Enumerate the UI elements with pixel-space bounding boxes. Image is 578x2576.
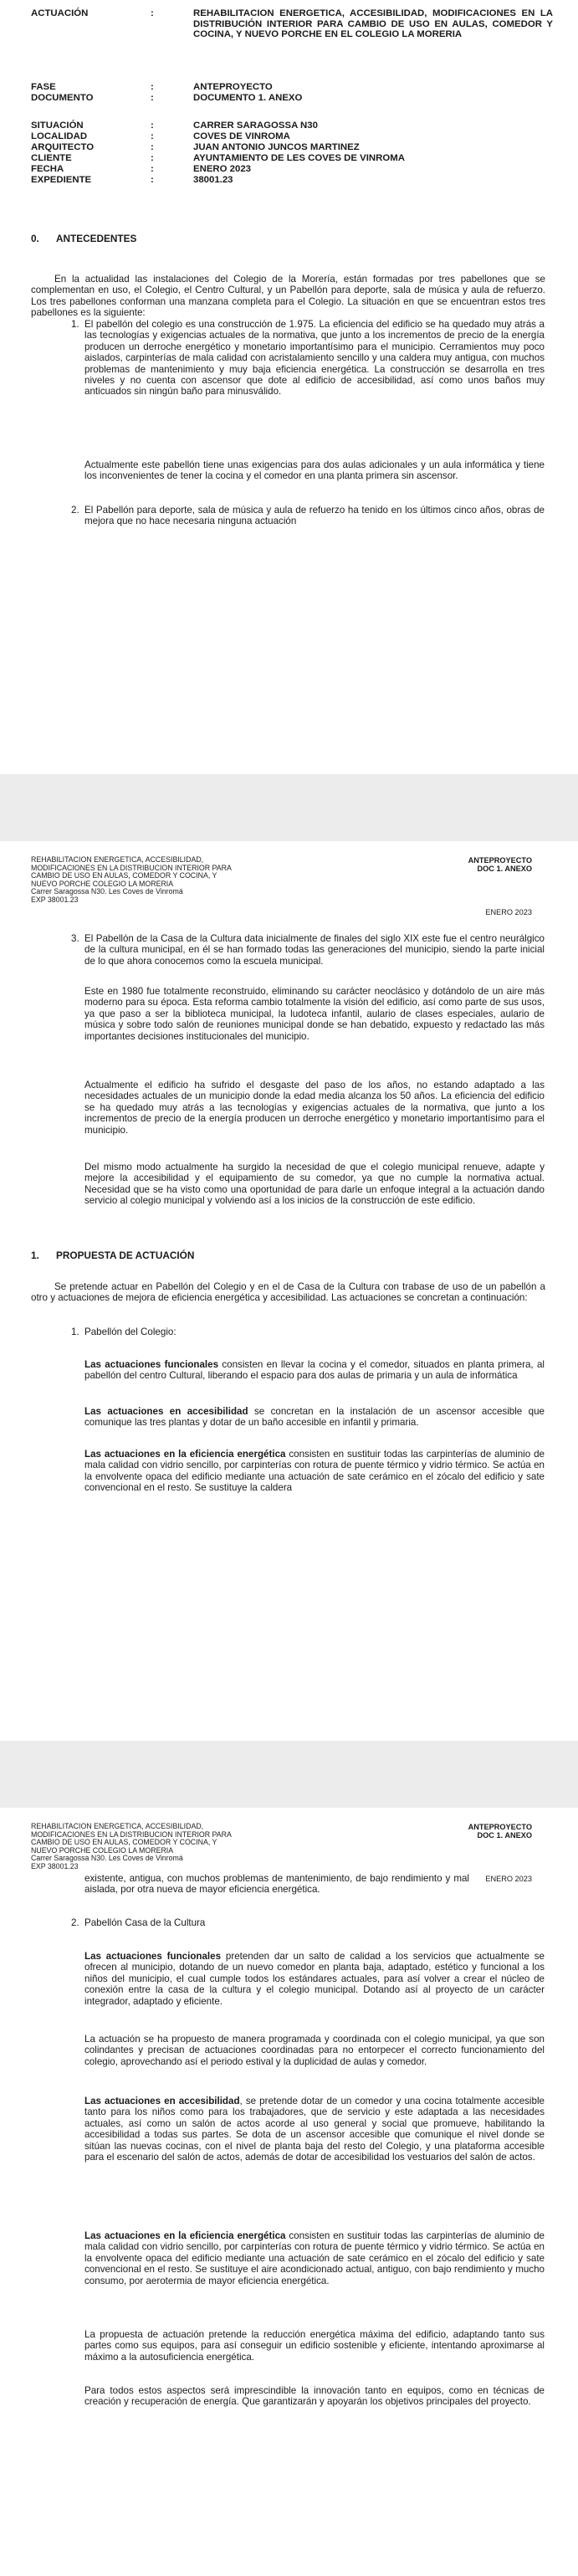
cultura-actuaciones-accesibilidad (84, 2096, 545, 2163)
meta-row-localidad (31, 131, 533, 142)
bold-lead: Las actuaciones en la eficiencia energética (84, 1449, 286, 1460)
section-heading-antecedentes (31, 233, 282, 244)
meta-value: COVES DE VINROMA (193, 131, 290, 141)
section-number: 0. (31, 233, 39, 244)
running-header-line: REHABILITACION ENERGETICA, ACCESIBILIDAD, (31, 1822, 204, 1830)
meta-separator: : (151, 93, 154, 103)
antecedentes-item-3-para-4: Del mismo modo actualmente ha surgido la necesidad de que el colegio municipal renueve, adapte y mejore la accesibilidad y el equipamiento de su comedor, ya que no cumple la normativa actual. Necesidad que se ha visto como una oportunidad de para darle un enfoque integral a la actuación dando servicio al colegio municipal y volviendo así a los inicios de la construcción de este edificio. (84, 1162, 545, 1207)
meta-key: LOCALIDAD (31, 131, 88, 141)
running-header-right (468, 1823, 532, 1840)
meta-value: 38001.23 (193, 175, 233, 185)
meta-key: FECHA (31, 164, 64, 174)
bold-lead: Las actuaciones funcionales (84, 1359, 219, 1370)
cultura-actuaciones-funcionales (84, 1951, 545, 2007)
cultura-final-para-1: La propuesta de actuación pretende la reducción energética máxima del edificio, adaptando tanto sus partes como sus equipos, para así conseguir un edificio sostenible y eficiente, intentando aproximarse al máximo a la autosuficiencia energética. (84, 2329, 545, 2363)
meta-row-fecha (31, 164, 533, 175)
meta-row-documento (31, 93, 533, 104)
meta-key: CLIENTE (31, 153, 72, 163)
running-header-line: REHABILITACION ENERGETICA, ACCESIBILIDAD, (31, 855, 204, 864)
antecedentes-item-3: El Pabellón de la Casa de la Cultura data inicialmente de finales del siglo XIX este fue el centro neurálgico de la cultura municipal, en él se han formado todas las generaciones del municipio, siendo la parte inicial de lo que ahora conocemos como la escuela municipal. (84, 933, 545, 967)
propuesta-intro: Se pretende actuar en Pabellón del Colegio y en el de Casa de la Cultura con trabase de uso de un pabellón a otro y actuaciones de mejora de eficiencia energética y accesibilidad. Las actuaciones se concretan a continuación: (31, 1281, 545, 1304)
running-header-date: ENERO 2023 (485, 1875, 532, 1883)
section-title: PROPUESTA DE ACTUACIÓN (56, 1250, 195, 1261)
paragraph-text: se concretan en la instalación de un ascensor accesible que comunique las tres plantas y dotar de un baño accesible en infantil y primaria. (84, 1406, 545, 1429)
colegio-actuaciones-funcionales (84, 1359, 545, 1382)
meta-row-situacion (31, 121, 533, 131)
list-number: 2. (71, 505, 79, 516)
propuesta-item-2-title: Pabellón Casa de la Cultura (84, 1917, 206, 1928)
meta-value: JUAN ANTONIO JUNCOS MARTINEZ (193, 142, 360, 152)
paragraph-text: pretenden dar un salto de calidad a los servicios que actualmente se ofrecen al municipio, dotando de un nuevo comedor en planta baja, adaptado, estético y funcional a los niños del municipio, el cual cumple todos los estándares actuales, para así volver a crear el núcleo de conexión entre la casa de la cultura y el colegio municipal. Dotando así al proyecto de un carácter integrador, adaptado y eficiente. (84, 1951, 545, 2007)
antecedentes-item-1-extra: Actualmente este pabellón tiene unas exigencias para dos aulas adicionales y un aula informática y tiene los inconvenientes de tener la cocina y el comedor en una planta primera sin ascensor. (84, 459, 545, 482)
list-number: 3. (71, 933, 79, 944)
list-number: 1. (71, 319, 79, 330)
page-gap (0, 774, 578, 841)
page-2 (0, 841, 578, 1741)
cultura-funcionales-para-2: La actuación se ha propuesto de manera programada y coordinada con el colegio municipal, ya que son colindantes y precisan de actuaciones coordinadas para no entorpecer el correcto funcionamiento del colegio, aprovechando así el periodo estival y la duplicidad de aulas y comedor. (84, 2034, 545, 2067)
antecedentes-item-1: El pabellón del colegio es una construcción de 1.975. La eficiencia del edificio se ha quedado muy atrás a las tecnologías y exigencias actuales de la normativa, que junto a los incrementos de precio de la energía producen un derroche energético y monetario importantísimo para el municipio. Cerramientos muy poco aislados, carpinterías de mala calidad con acristalamiento sencillo y una caldera muy antigua, con muchos problemas de mantenimiento y muy baja eficiencia energética. La construcción se desarrolla en tres niveles y no cuenta con ascensor que dote al edificio de accesibilidad, así como unos baños muy anticuados sin ningún baño para minusválido. (84, 319, 545, 398)
meta-separator: : (151, 142, 154, 152)
propuesta-item-1-title: Pabellón del Colegio: (84, 1326, 176, 1337)
page-gap (0, 1741, 578, 1808)
page-1 (0, 0, 578, 774)
paragraph-text: consisten en sustituir todas las carpinterías de aluminio de mala calidad con vidrio sencillo, por carpinterías con rotura de puente térmico y vidrio térmico. Se actúa en la envolvente opaca del edificio mediante una actuación de sate cerámico en el zócalo del edificio y sate convencional en el resto. Se sustituye la caldera (84, 1449, 545, 1494)
running-header-right (468, 856, 532, 874)
running-header-line: EXP 38001.23 (31, 1861, 79, 1870)
bold-lead: Las actuaciones funcionales (84, 1951, 222, 1962)
meta-separator: : (151, 82, 154, 92)
meta-separator: : (151, 8, 154, 18)
running-header-line: CAMBIO DE USO EN AULAS, COMEDOR Y COCINA, Y (31, 871, 217, 880)
paragraph-text: consisten en sustituir todas las carpinterías de aluminio de mala calidad con vidrio sencillo, por carpinterías con rotura de puente térmico y vidrio térmico. Se actúa en la envolvente opaca del edificio mediante una actuación de sate cerámico en el zócalo del edificio y sate convencional en el resto. Se sustituye el aire acondicionado actual, antiguo, con bajo rendimiento y mucho consumo, por aerotermia de mayor eficiencia energética. (84, 2230, 545, 2286)
running-header-line: NUEVO PORCHE COLEGIO LA MORERIA (31, 879, 174, 888)
antecedentes-item-3-para-2: Este en 1980 fue totalmente reconstruido, eliminando su carácter neoclásico y dotándolo de un aire más moderno para su época. Esta reforma cambio totalmente la visión del edificio, así como parte de sus usos, ya que paso a ser la biblioteca municipal, la ludoteca infantil, aulario de clases especiales, aulario de música y sobre todo salón de reuniones municipal donde se han debatido, expuesto y redactado las más importantes decisiones institucionales del municipio. (84, 986, 545, 1042)
running-header-left (31, 1823, 282, 1871)
cultura-actuaciones-eficiencia (84, 2230, 545, 2286)
list-number: 2. (71, 1917, 79, 1928)
running-header-line: MODIFICACIONES EN LA DISTRIBUCION INTERIOR PARA (31, 863, 232, 872)
antecedentes-intro: En la actualidad las instalaciones del Colegio de la Morería, están formadas por tres pabellones que se complementan en uso, el Colegio, el Centro Cultural, y un Pabellón para deporte, sala de música y aula de refuerzo. Los tres pabellones conforman una manzana completa para el Colegio. La situación en que se encuentran estos tres pabellones es la siguiente: (31, 274, 545, 319)
meta-key: ACTUACIÓN (31, 8, 89, 18)
running-header-doc: DOC 1. ANEXO (477, 1831, 532, 1840)
meta-key: DOCUMENTO (31, 93, 94, 103)
running-header-line: NUEVO PORCHE COLEGIO LA MORERIA (31, 1845, 174, 1855)
paragraph-text: consisten en llevar la cocina y el comedor, situados en planta primera, al pabellón del centro Cultural, liberando el espacio para dos aulas de primaria y un aula de informática (84, 1359, 545, 1382)
meta-key: ARQUITECTO (31, 142, 95, 152)
colegio-eficiencia-continued: existente, antigua, con muchos problemas de mantenimiento, de bajo rendimiento y mal aislada, por otra nueva de mayor eficiencia energética. (84, 1873, 469, 1896)
running-header-line: Carrer Saragossa N30. Les Coves de Vinromá (31, 1854, 183, 1863)
meta-row-fase (31, 82, 533, 93)
bold-lead: Las actuaciones en accesibilidad (84, 2096, 240, 2106)
running-header-line: EXP 38001.23 (31, 895, 79, 904)
section-title: ANTECEDENTES (56, 233, 137, 244)
meta-row-arquitecto (31, 142, 533, 153)
meta-key: EXPEDIENTE (31, 175, 92, 185)
meta-value: REHABILITACION ENERGETICA, ACCESIBILIDAD, MODIFICACIONES EN LA DISTRIBUCIÓN INTERIOR PARA CAMBIO DE USO EN AULAS, COMEDOR Y COCINA, Y NUEVO PORCHE EN EL COLEGIO LA MORERIA (193, 8, 553, 39)
running-header-phase: ANTEPROYECTO (468, 856, 532, 865)
meta-value: ENERO 2023 (193, 164, 252, 174)
paragraph-text: , se pretende dotar de un comedor y una cocina totalmente accesible tanto para los niños como para los trabajadores, que de servicio y este adaptada a las necesidades actuales, así como un salón de actos acorde al uso general y social que promueve, habilitando la accesibilidad a todas sus partes. Se dota de un ascensor accesible que comunique el nivel donde se sitúan las nuevas cocinas, con el nivel de planta baja del resto del Colegio, y una plataforma accesible para el escenario del salón de actos, además de dotar de accesibilidad los vestuarios del salón de actos. (84, 2096, 545, 2163)
bold-lead: Las actuaciones en la eficiencia energética (84, 2230, 286, 2241)
meta-separator: : (151, 131, 154, 141)
meta-value: ANTEPROYECTO (193, 82, 273, 92)
running-header-line: CAMBIO DE USO EN AULAS, COMEDOR Y COCINA, Y (31, 1838, 217, 1847)
running-header-line: Carrer Saragossa N30. Les Coves de Vinromá (31, 887, 183, 896)
meta-separator: : (151, 175, 154, 185)
section-heading-propuesta (31, 1250, 366, 1261)
section-number: 1. (31, 1250, 39, 1261)
running-header-line: MODIFICACIONES EN LA DISTRIBUCION INTERIOR PARA (31, 1829, 232, 1839)
cultura-final-para-2: Para todos estos aspectos será imprescindible la innovación tanto en equipos, como en técnicas de creación y recuperación de energía. Que garantizarán y apoyarán los objetivos principales del proyecto. (84, 2385, 545, 2408)
meta-row-actuacion (31, 8, 553, 82)
meta-value: AYUNTAMIENTO DE LES COVES DE VINROMA (193, 153, 405, 163)
meta-row-expediente (31, 175, 533, 186)
bold-lead: Las actuaciones en accesibilidad (84, 1406, 248, 1417)
colegio-actuaciones-eficiencia (84, 1449, 545, 1494)
page-3 (0, 1808, 578, 2576)
colegio-actuaciones-accesibilidad (84, 1406, 545, 1429)
meta-key: SITUACIÓN (31, 121, 84, 131)
meta-value: CARRER SARAGOSSA N30 (193, 121, 318, 131)
antecedentes-item-3-para-3: Actualmente el edificio ha sufrido el desgaste del paso de los años, no estando adaptado a las necesidades actuales de un municipio donde la edad media alcanza los 50 años. La eficiencia del edificio se ha quedado muy atrás a las tecnologías y exigencias actuales de la normativa, que junto a los incrementos de precio de la energía producen un derroche energético y monetario importantísimo para el municipio. (84, 1080, 545, 1136)
antecedentes-item-2: El Pabellón para deporte, sala de música y aula de refuerzo ha tenido en los últimos cinco años, obras de mejora que no hace necesaria ninguna actuación (84, 505, 545, 527)
meta-key: FASE (31, 82, 56, 92)
meta-row-cliente (31, 153, 533, 164)
meta-separator: : (151, 164, 154, 174)
list-number: 1. (71, 1326, 79, 1337)
running-header-phase: ANTEPROYECTO (468, 1823, 532, 1831)
meta-separator: : (151, 153, 154, 163)
meta-value: DOCUMENTO 1. ANEXO (193, 93, 303, 103)
meta-separator: : (151, 121, 154, 131)
running-header-date: ENERO 2023 (485, 908, 532, 916)
running-header-left (31, 856, 282, 905)
running-header-doc: DOC 1. ANEXO (477, 865, 532, 874)
